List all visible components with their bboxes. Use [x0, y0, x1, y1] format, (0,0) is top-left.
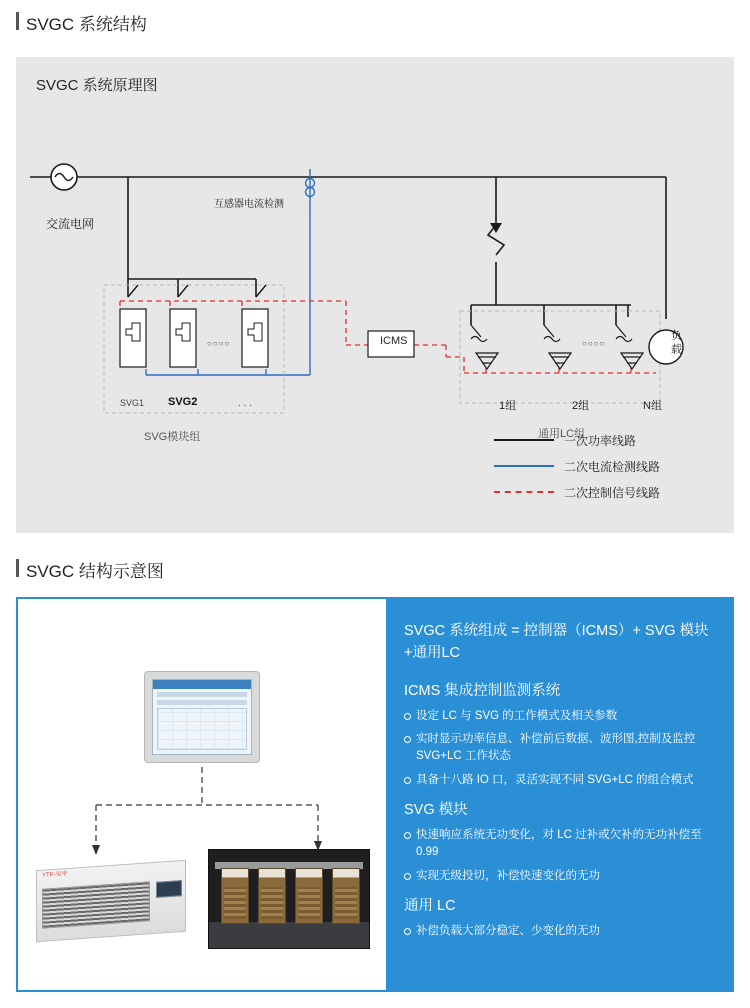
- label-lc1: 1组: [499, 400, 517, 412]
- label-icms: ICMS: [380, 335, 408, 347]
- label-grid: 交流电网: [46, 217, 95, 231]
- feature-item: 实时显示功率信息、补偿前后数据、波形图,控制及监控 SVG+LC 工作状态: [404, 731, 716, 764]
- legend-swatch-control-signal: [494, 491, 554, 493]
- legend-swatch-primary-power: [494, 439, 554, 441]
- title-accent-bar: [16, 12, 19, 30]
- label-svg-dots: . . .: [238, 398, 252, 409]
- label-svg1: SVG1: [120, 398, 145, 408]
- label-load: 负载: [671, 330, 682, 356]
- page-title: [0, 10, 147, 35]
- panel-screen-grid: [157, 708, 247, 750]
- device-illustration-area: [18, 599, 386, 990]
- label-svg-group: SVG模块组: [144, 431, 201, 443]
- legend-label: 二次控制信号线路: [564, 485, 661, 500]
- panel-screen-row: [157, 700, 247, 705]
- label-svg-ellipsis: ○○○○: [207, 339, 231, 348]
- page-title-text: SVGC 系统结构: [26, 15, 147, 34]
- panel-screen-row: [157, 692, 247, 697]
- label-svg2: SVG2: [168, 396, 198, 408]
- reactor-coil: [221, 868, 249, 924]
- reactor-coil: [295, 868, 323, 924]
- label-ct-detect: 互感器电流检测: [214, 199, 284, 210]
- label-lcn: N组: [643, 400, 662, 412]
- cabinet-brand-label: YTF-吴中: [42, 871, 68, 879]
- label-lc-group: 通用LC组: [538, 428, 586, 440]
- feature-item: 具备十八路 IO 口，灵活实现不同 SVG+LC 的组合模式: [404, 772, 716, 789]
- section-title-text: SVGC 结构示意图: [26, 562, 164, 581]
- feature-list-panel: [386, 599, 732, 990]
- composition-heading: SVGC 系统组成 = 控制器（ICMS）+ SVG 模块+通用LC: [404, 623, 709, 661]
- legend-label: 一次功率线路: [564, 433, 637, 448]
- legend-item: [494, 453, 704, 479]
- legend-item: [494, 479, 704, 505]
- ct-symbol: [306, 169, 315, 209]
- svg-module-cabinet-icon: [36, 851, 192, 943]
- section-title-structure: [0, 557, 164, 582]
- legend-item: [494, 427, 704, 453]
- reactor-coil: [332, 868, 360, 924]
- panel-screen-topbar: [153, 680, 251, 689]
- label-lc2: 2组: [572, 400, 590, 412]
- legend: [494, 427, 704, 505]
- structure-diagram: [16, 597, 734, 992]
- title-accent-bar: [16, 559, 19, 577]
- reactor-coil: [258, 868, 286, 924]
- cabinet-vent: [42, 881, 150, 929]
- feature-item: 快速响应系统无功变化，对 LC 过补或欠补的无功补偿至 0.99: [404, 827, 716, 860]
- group-subtitle-icms: ICMS 集成控制监测系统: [404, 682, 561, 699]
- photo-floor: [209, 922, 369, 948]
- group-subtitle-svg: SVG 模块: [404, 802, 468, 819]
- group-subtitle-lc: 通用 LC: [404, 898, 456, 915]
- icms-touch-panel-icon: [144, 671, 260, 763]
- feature-item: 实现无级投切，补偿快速变化的无功: [404, 868, 716, 885]
- cabinet-display-panel: [156, 880, 182, 898]
- feature-item: 补偿负载大部分稳定、少变化的无功: [404, 923, 716, 940]
- panel-screen: [152, 679, 252, 755]
- label-lc-ellipsis: ○○○○: [582, 339, 606, 348]
- feature-item: 设定 LC 与 SVG 的工作模式及相关参数: [404, 708, 716, 725]
- lc-reactor-photo: [208, 849, 370, 949]
- schematic-panel: [16, 57, 734, 533]
- legend-swatch-current-detect: [494, 465, 554, 467]
- schematic-panel-title: SVGC 系统原理图: [36, 77, 158, 94]
- legend-label: 二次电流检测线路: [564, 459, 661, 474]
